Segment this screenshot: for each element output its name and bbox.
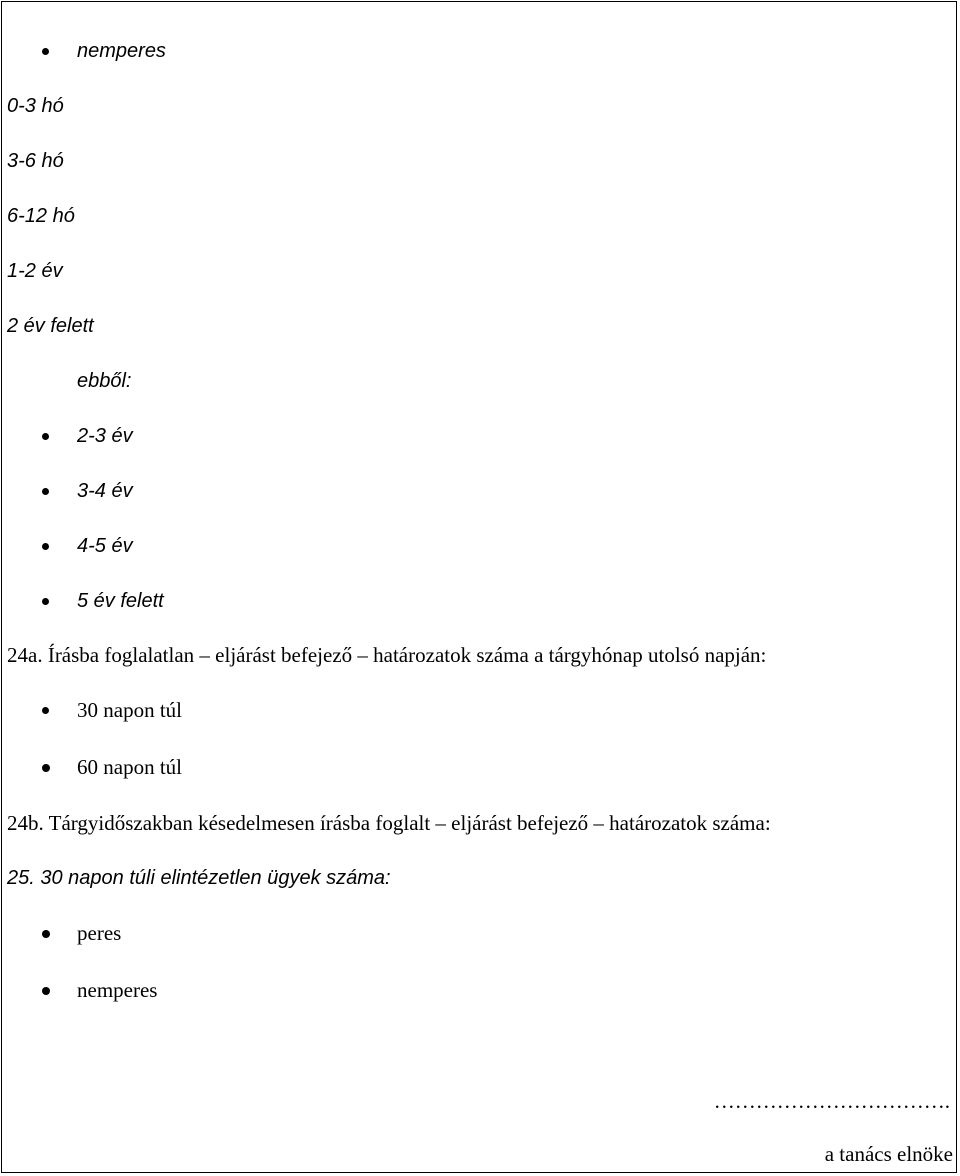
bullet-icon — [42, 930, 50, 938]
section-25-item-peres: peres — [77, 921, 122, 945]
signature-dots: ……………………………. — [713, 1089, 950, 1113]
bullet-icon — [42, 543, 49, 550]
ebbol-item-4-5: 4-5 év — [77, 535, 133, 557]
bullet-icon — [42, 598, 49, 605]
bullet-icon — [42, 433, 49, 440]
ebbol-item-5-plus: 5 év felett — [77, 590, 164, 612]
bullet-icon — [42, 707, 49, 714]
ebbol-label: ebből: — [77, 370, 132, 392]
list-item-nemperes-top: nemperes — [77, 40, 166, 62]
bullet-icon — [42, 48, 49, 55]
duration-2-plus: 2 év felett — [7, 315, 94, 337]
section-24a-item-30: 30 napon túl — [77, 698, 182, 722]
section-25-heading: 25. 30 napon túli elintézetlen ügyek száma: — [7, 867, 391, 889]
section-25-item-nemperes: nemperes — [77, 978, 158, 1002]
ebbol-item-2-3: 2-3 év — [77, 425, 133, 447]
duration-1-2: 1-2 év — [7, 260, 63, 282]
bullet-icon — [42, 764, 50, 772]
duration-0-3: 0-3 hó — [7, 95, 64, 117]
duration-6-12: 6-12 hó — [7, 205, 75, 227]
section-24b-heading: 24b. Tárgyidőszakban késedelmesen írásba foglalt – eljárást befejező – határozatok száma: — [7, 811, 771, 835]
bullet-icon — [42, 987, 50, 995]
ebbol-item-3-4: 3-4 év — [77, 480, 133, 502]
bullet-icon — [42, 488, 49, 495]
section-24a-heading: 24a. Írásba foglalatlan – eljárást befejező – határozatok száma a tárgyhónap utolsó napján: — [7, 643, 767, 667]
signature-label: a tanács elnöke — [824, 1142, 953, 1166]
duration-3-6: 3-6 hó — [7, 150, 64, 172]
section-24a-item-60: 60 napon túl — [77, 755, 182, 779]
